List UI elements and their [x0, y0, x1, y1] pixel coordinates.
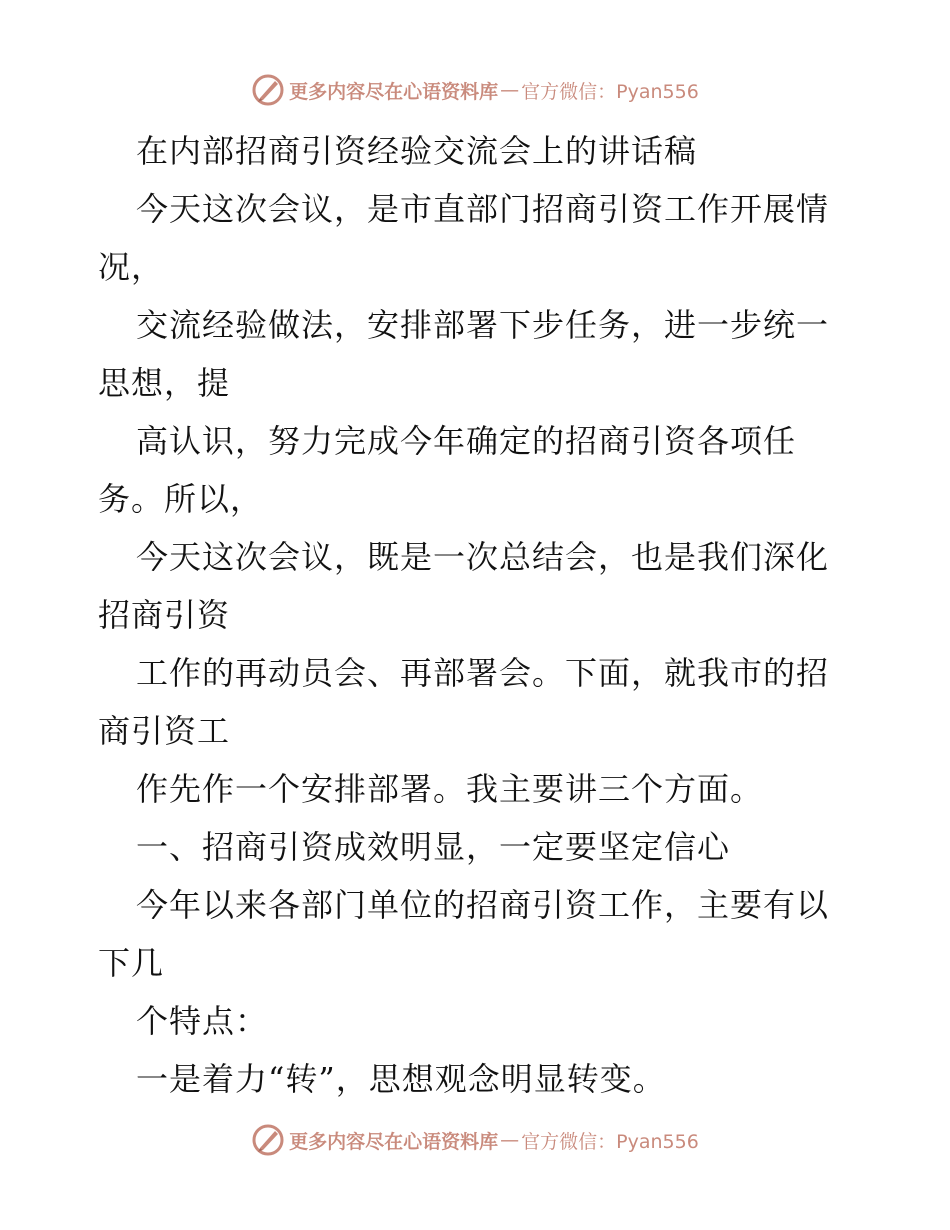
section-heading: 一、招商引资成效明显，一定要坚定信心: [136, 828, 731, 866]
paragraph-line: 今天这次会议，是市直部门招商引资工作开展情: [136, 190, 830, 228]
header-banner: [0, 70, 950, 110]
paragraph-line: 今天这次会议，既是一次总结会，也是我们深化: [136, 538, 830, 576]
paragraph-line: 交流经验做法，安排部署下步任务，进一步统一: [136, 306, 830, 344]
paragraph-line: 作先作一个安排部署。我主要讲三个方面。: [136, 770, 764, 808]
paragraph-line: 个特点：: [136, 1002, 269, 1040]
quill-pen-logo-icon: [251, 73, 285, 107]
document-title: 在内部招商引资经验交流会上的讲话稿: [136, 132, 698, 170]
paragraph-line: 工作的再动员会、再部署会。下面，就我市的招: [136, 654, 830, 692]
paragraph-line: 招商引资: [98, 596, 231, 634]
document-body: [98, 122, 858, 1108]
banner-site-text: 更多内容尽在心语资料库: [289, 1130, 499, 1153]
banner-wechat-text: 官方微信：Pyan556: [521, 1130, 699, 1153]
banner-dash: —: [500, 1129, 520, 1151]
paragraph-line: 高认识，努力完成今年确定的招商引资各项任: [136, 422, 797, 460]
banner-dash: —: [500, 79, 520, 101]
banner-site-text: 更多内容尽在心语资料库: [289, 80, 499, 103]
paragraph-line: 一是着力“转”，思想观念明显转变。: [136, 1060, 666, 1098]
paragraph-line: 下几: [98, 944, 165, 982]
paragraph-line: 今年以来各部门单位的招商引资工作，主要有以: [136, 886, 830, 924]
quill-pen-logo-icon: [251, 1123, 285, 1157]
paragraph-line: 务。所以，: [98, 480, 264, 518]
banner-wechat-text: 官方微信：Pyan556: [521, 80, 699, 103]
footer-banner: [0, 1120, 950, 1160]
paragraph-line: 思想，提: [98, 364, 231, 402]
paragraph-line: 况，: [98, 248, 165, 286]
paragraph-line: 商引资工: [98, 712, 231, 750]
